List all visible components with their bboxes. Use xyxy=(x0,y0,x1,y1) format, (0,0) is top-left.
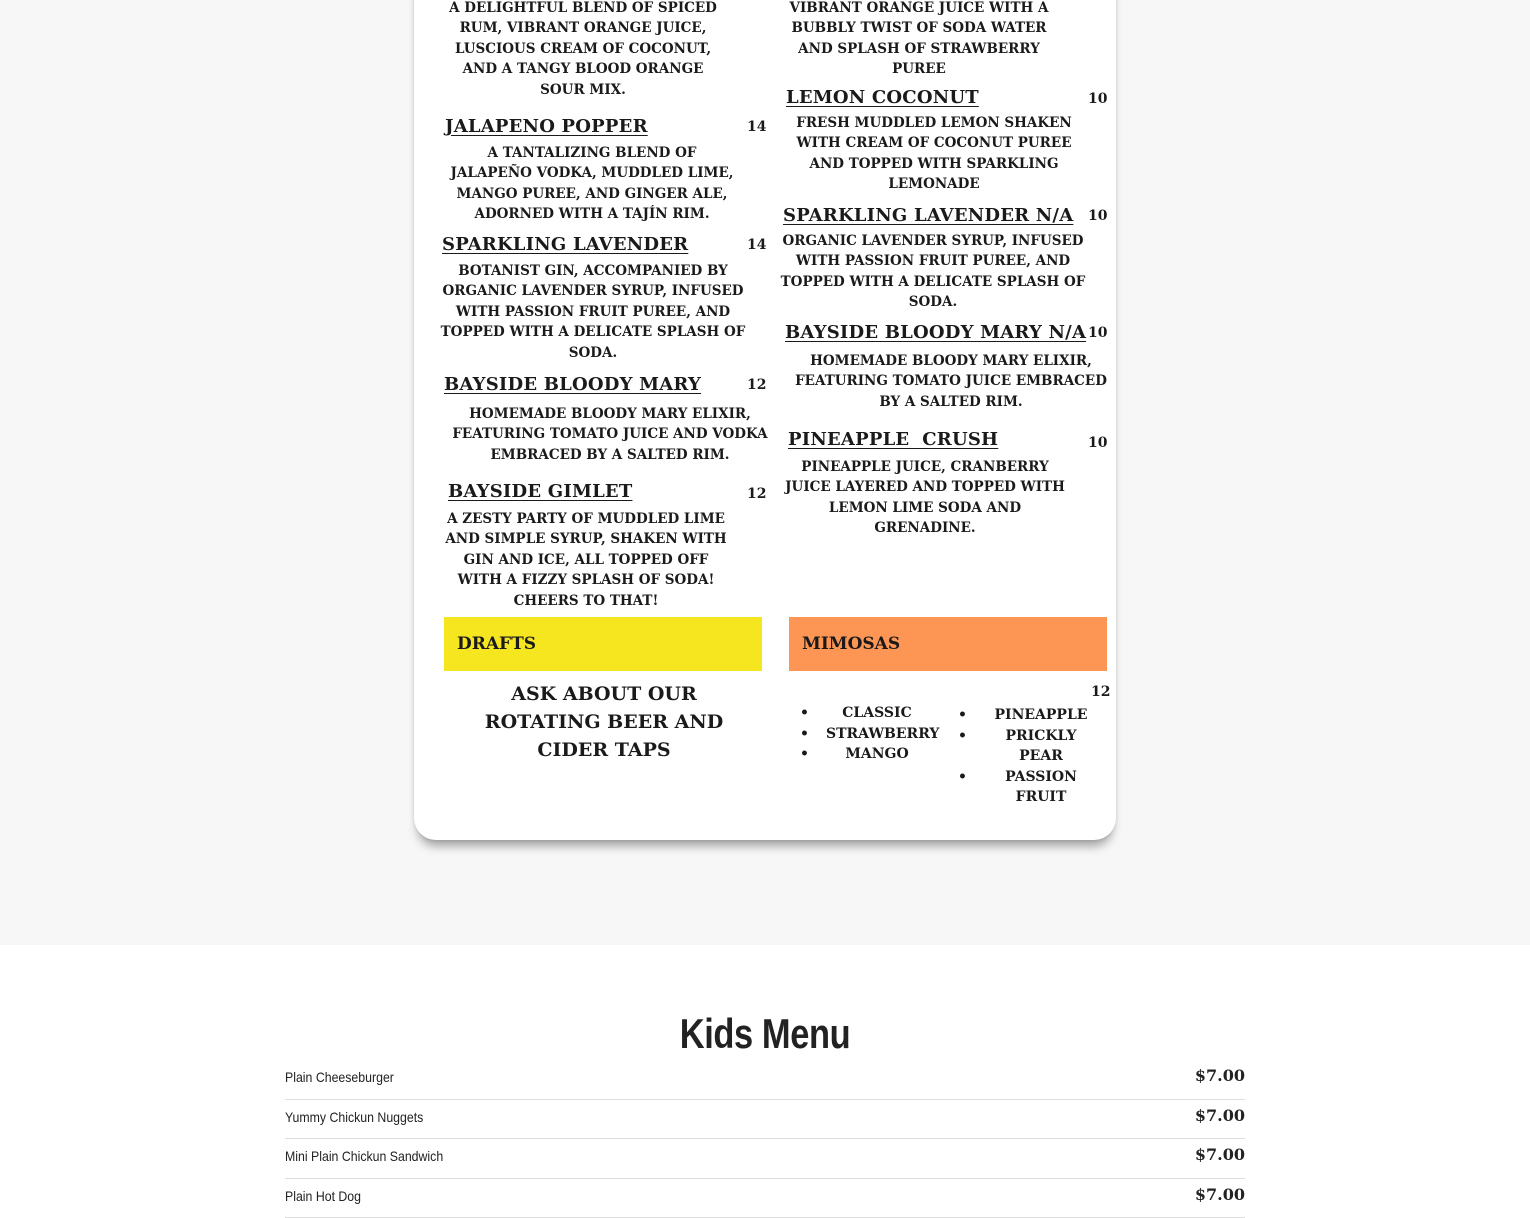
list-item: • PRICKLY PEAR xyxy=(958,726,1098,767)
menu-item-description: HOMEMADE BLOODY MARY ELIXIR, FEATURING TOMATO JUICE AND VODKA EMBRACED BY A SALTED RIM. xyxy=(446,404,774,465)
menu-item-description: BOTANIST GIN, ACCOMPANIED BY ORGANIC LAVENDER SYRUP, INFUSED WITH PASSION FRUIT PUREE, AND TOPPED WITH A DELICATE SPLASH OF SODA. xyxy=(436,261,750,363)
kids-item-price: $7.00 xyxy=(1195,1145,1245,1164)
menu-item-title: BAYSIDE BLOODY MARY xyxy=(444,374,701,395)
menu-item-price: 14 xyxy=(747,237,766,253)
list-item xyxy=(285,1100,1245,1140)
menu-item-title: PINEAPPLE CRUSH xyxy=(788,429,998,450)
kids-item-name: Mini Plain Chickun Sandwich xyxy=(285,1148,443,1164)
kids-menu-list xyxy=(285,1060,1245,1218)
list-item: • PINEAPPLE xyxy=(958,705,1098,726)
list-item: • CLASSIC xyxy=(800,703,928,724)
list-item xyxy=(285,1060,1245,1100)
kids-menu-title: Kids Menu xyxy=(138,1010,1393,1058)
menu-item-description: HOMEMADE BLOODY MARY ELIXIR, FEATURING TOMATO JUICE EMBRACED BY A SALTED RIM. xyxy=(794,351,1108,412)
drink-menu-card xyxy=(414,0,1116,840)
menu-item-price: 14 xyxy=(747,119,766,135)
menu-item-title: SPARKLING LAVENDER xyxy=(442,234,688,255)
menu-item-price: 10 xyxy=(1088,435,1107,451)
mimosas-price: 12 xyxy=(1091,684,1110,700)
list-item: • PASSION FRUIT xyxy=(958,767,1098,808)
menu-item-description: FRESH MUDDLED LEMON SHAKEN WITH CREAM OF COCONUT PUREE AND TOPPED WITH SPARKLING LEMONADE xyxy=(790,113,1078,195)
kids-item-price: $7.00 xyxy=(1195,1185,1245,1204)
mimosa-flavors-list-b xyxy=(958,705,1098,808)
mimosas-header: MIMOSAS xyxy=(789,617,1107,671)
drafts-note: ASK ABOUT OUR ROTATING BEER AND CIDER TAPS xyxy=(454,680,754,764)
menu-item-price: 10 xyxy=(1088,208,1107,224)
menu-item-title: BAYSIDE GIMLET xyxy=(448,481,632,502)
menu-item-title: SPARKLING LAVENDER N/A xyxy=(783,205,1073,226)
menu-item-description: ORGANIC LAVENDER SYRUP, INFUSED WITH PASSION FRUIT PUREE, AND TOPPED WITH A DELICATE SPLASH OF SODA. xyxy=(780,231,1086,313)
list-item: • MANGO xyxy=(800,744,928,765)
menu-item-price: 10 xyxy=(1088,91,1107,107)
drafts-header: DRAFTS xyxy=(444,617,762,671)
kids-item-name: Yummy Chickun Nuggets xyxy=(285,1109,423,1125)
menu-item-description: VIBRANT ORANGE JUICE WITH A BUBBLY TWIST OF SODA WATER AND SPLASH OF STRAWBERRY PUREE xyxy=(784,0,1054,80)
menu-item-price: 12 xyxy=(747,486,766,502)
list-item xyxy=(285,1139,1245,1179)
menu-item-title: LEMON COCONUT xyxy=(786,87,979,108)
menu-item-price: 12 xyxy=(747,377,766,393)
list-item xyxy=(285,1179,1245,1218)
list-item: • STRAWBERRY xyxy=(800,724,928,745)
menu-item-title: BAYSIDE BLOODY MARY N/A xyxy=(785,322,1086,343)
menu-item-price: 10 xyxy=(1088,325,1107,341)
kids-item-name: Plain Cheeseburger xyxy=(285,1069,394,1085)
menu-item-title: JALAPENO POPPER xyxy=(445,116,648,137)
kids-item-price: $7.00 xyxy=(1195,1066,1245,1085)
menu-item-description: PINEAPPLE JUICE, CRANBERRY JUICE LAYERED AND TOPPED WITH LEMON LIME SODA AND GRENADINE. xyxy=(782,457,1068,539)
mimosa-flavors-list-a xyxy=(800,703,928,765)
menu-item-description: A DELIGHTFUL BLEND OF SPICED RUM, VIBRANT ORANGE JUICE, LUSCIOUS CREAM OF COCONUT, AND A TANGY BLOOD ORANGE SOUR MIX. xyxy=(442,0,724,100)
menu-item-description: A ZESTY PARTY OF MUDDLED LIME AND SIMPLE SYRUP, SHAKEN WITH GIN AND ICE, ALL TOPPED OFF WITH A FIZZY SPLASH OF SODA! CHEERS TO THAT! xyxy=(444,509,728,611)
menu-item-description: A TANTALIZING BLEND OF JALAPEÑO VODKA, MUDDLED LIME, MANGO PUREE, AND GINGER ALE, ADORNED WITH A TAJÍN RIM. xyxy=(446,143,738,225)
kids-item-name: Plain Hot Dog xyxy=(285,1188,361,1204)
kids-item-price: $7.00 xyxy=(1195,1106,1245,1125)
